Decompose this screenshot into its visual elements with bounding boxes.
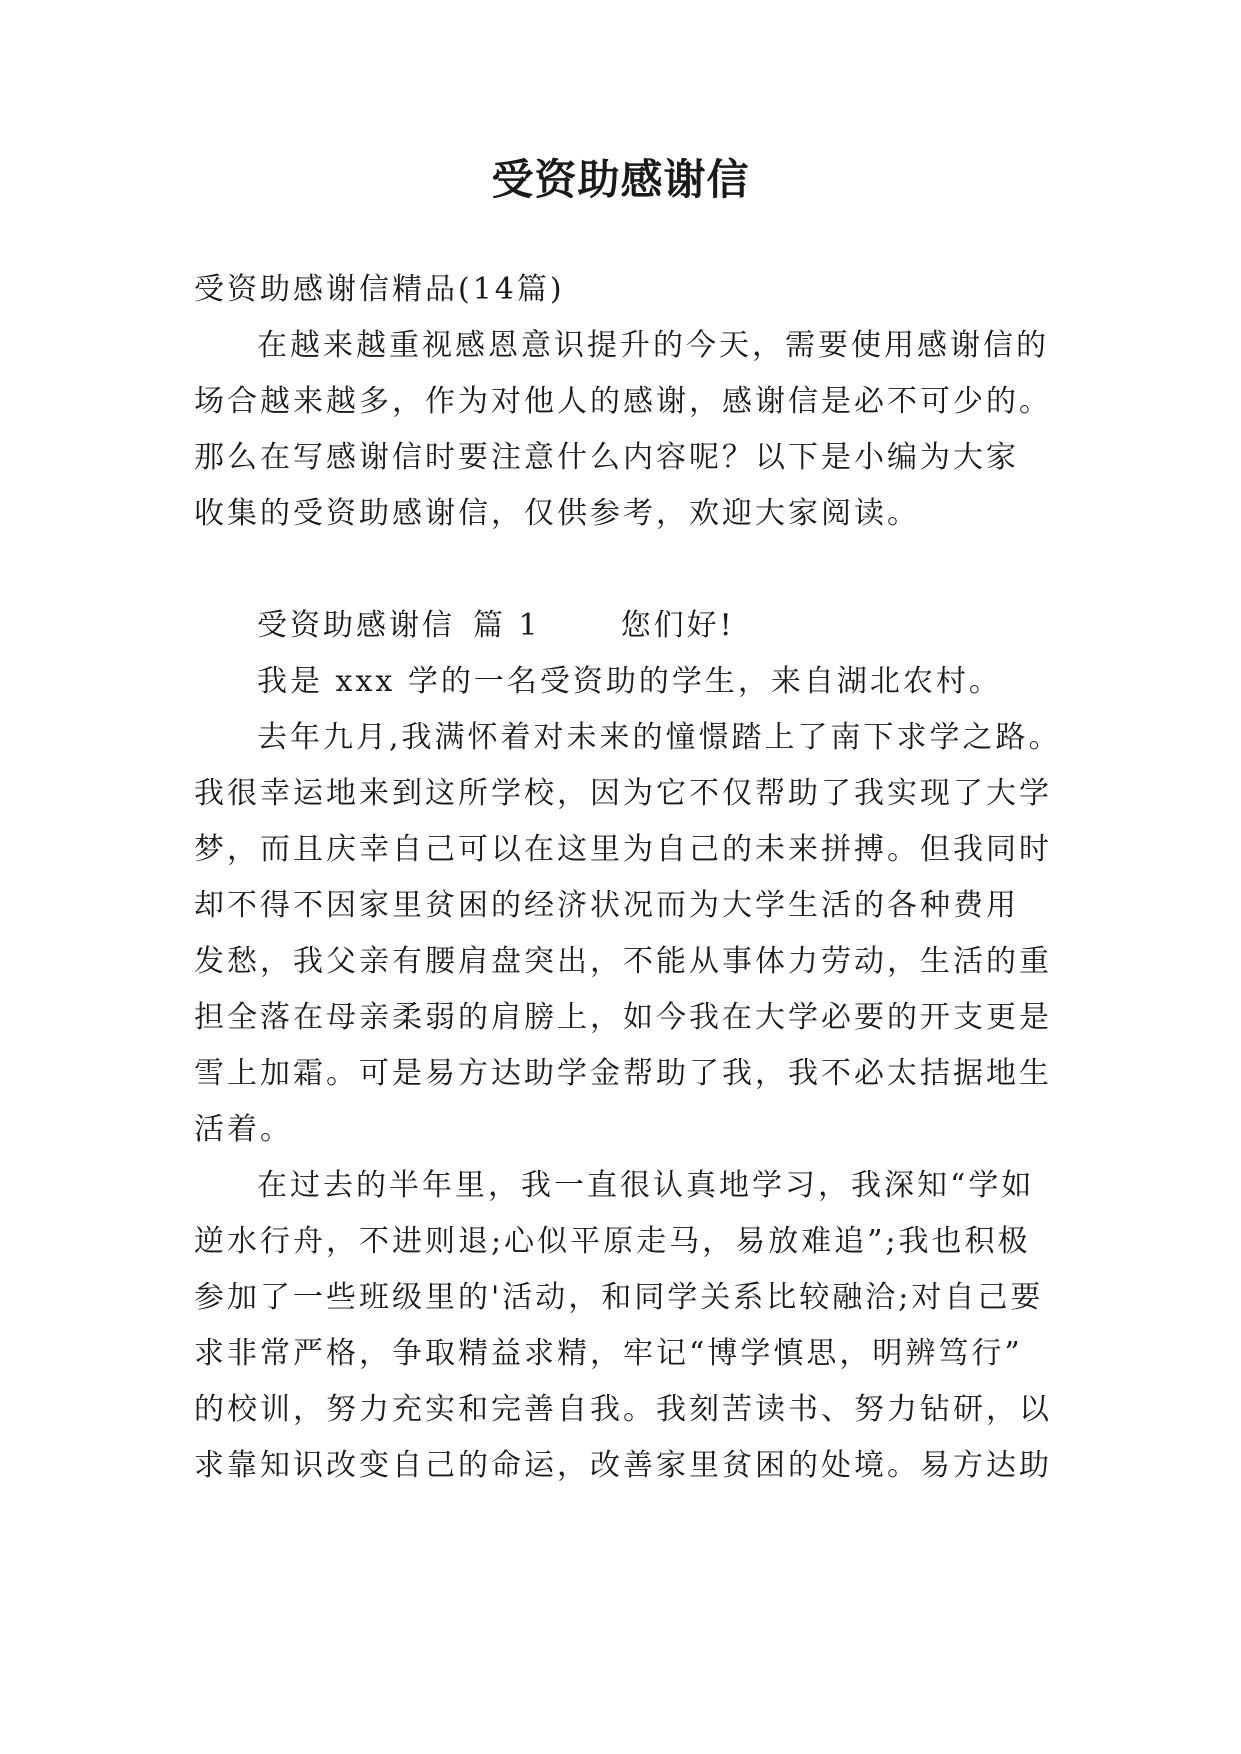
paragraph-2 xyxy=(194,710,1074,1158)
section-heading-name: 受资助感谢信 xyxy=(257,608,455,643)
paragraph-line: 活着。 xyxy=(194,1112,293,1147)
intro-line: 在越来越重视感恩意识提升的今天，需要使用感谢信的 xyxy=(257,328,1049,363)
paragraph-gap xyxy=(194,542,1074,598)
paragraph-line: 担全落在母亲柔弱的肩膀上，如今我在大学必要的开支更是 xyxy=(194,1000,1052,1035)
paragraph-line: 去年九月,我满怀着对未来的憧憬踏上了南下求学之路。 xyxy=(257,720,1062,755)
intro-line: 收集的受资助感谢信，仅供参考，欢迎大家阅读。 xyxy=(194,496,920,531)
document-body xyxy=(194,262,1074,1494)
intro-line: 场合越来越多，作为对他人的感谢，感谢信是必不可少的。 xyxy=(194,384,1052,419)
paragraph-line: 求非常严格，争取精益求精，牢记“博学慎思，明辨笃行” xyxy=(194,1336,1023,1371)
document-subtitle: 受资助感谢信精品(14篇) xyxy=(194,272,565,307)
paragraph-1 xyxy=(194,654,1074,710)
paragraph-line: 发愁，我父亲有腰肩盘突出，不能从事体力劳动，生活的重 xyxy=(194,944,1052,979)
intro-paragraph xyxy=(194,318,1074,542)
paragraph-line: 雪上加霜。可是易方达助学金帮助了我，我不必太拮据地生 xyxy=(194,1056,1052,1091)
greeting: 您们好! xyxy=(620,608,735,643)
paragraph-line: 参加了一些班级里的'活动，和同学关系比较融洽;对自己要 xyxy=(194,1280,1044,1315)
intro-line: 那么在写感谢信时要注意什么内容呢？以下是小编为大家 xyxy=(194,440,1019,475)
paragraph-line: 逆水行舟，不进则退;心似平原走马，易放难追”;我也积极 xyxy=(194,1224,1031,1259)
paragraph-line: 我很幸运地来到这所学校，因为它不仅帮助了我实现了大学 xyxy=(194,776,1052,811)
paragraph-line: 在过去的半年里，我一直很认真地学习，我深知“学如 xyxy=(257,1168,1035,1203)
section-heading-part: 篇 1 xyxy=(473,608,541,643)
paragraph-line: 求靠知识改变自己的命运，改善家里贫困的处境。易方达助 xyxy=(194,1448,1052,1483)
section-heading xyxy=(194,598,1074,654)
paragraph-3 xyxy=(194,1158,1074,1494)
paragraph-line: 却不得不因家里贫困的经济状况而为大学生活的各种费用 xyxy=(194,888,1019,923)
document-title: 受资助感谢信 xyxy=(491,155,750,204)
paragraph-line: 梦，而且庆幸自己可以在这里为自己的未来拼搏。但我同时 xyxy=(194,832,1052,867)
paragraph-line: 的校训，努力充实和完善自我。我刻苦读书、努力钻研，以 xyxy=(194,1392,1052,1427)
paragraph-line: 我是 xxx 学的一名受资助的学生，来自湖北农村。 xyxy=(257,664,1002,699)
